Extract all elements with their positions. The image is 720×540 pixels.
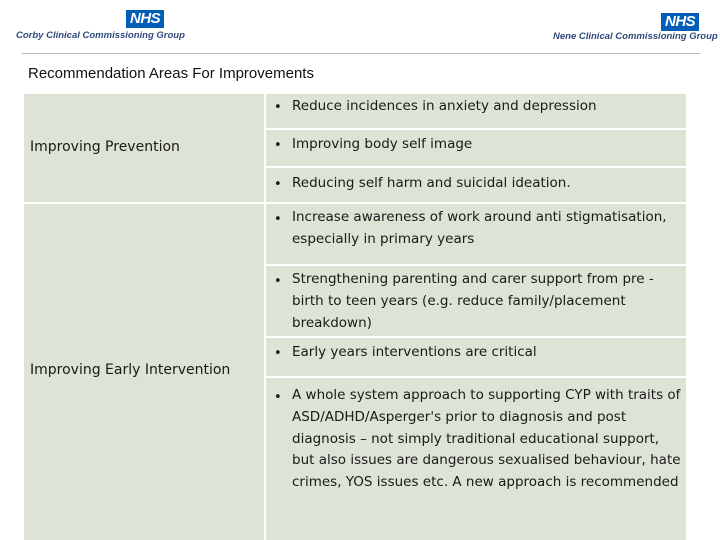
nhs-logo-right: NHS: [661, 13, 699, 31]
bullet-icon: •: [274, 274, 282, 289]
bullet-icon: •: [274, 177, 282, 192]
bullet-icon: •: [274, 346, 282, 361]
item-text: A whole system approach to supporting CYP with traits of ASD/ADHD/Asperger's prior to diagnosis and post diagnosis – not simply traditional educational support, but also issues are dangerous sexualised behaviour, hate crimes, YOS issues etc. A new approach is recommended: [292, 387, 681, 491]
item-text: Reduce incidences in anxiety and depression: [292, 98, 597, 114]
item-text: Strengthening parenting and carer support from pre -birth to teen years (e.g. reduce family/placement breakdown): [292, 271, 654, 331]
area-cell-early-intervention: [24, 202, 266, 540]
item-text: Reducing self harm and suicidal ideation.: [292, 175, 571, 191]
item-text: Early years interventions are critical: [292, 344, 537, 360]
item-cell: [264, 264, 686, 338]
item-cell: [264, 94, 686, 130]
item-text: Increase awareness of work around anti stigmatisation, especially in primary years: [292, 209, 667, 247]
bullet-icon: •: [274, 212, 282, 227]
header-divider: [22, 53, 700, 54]
area-label: Improving Early Intervention: [30, 362, 231, 378]
item-cell: [264, 336, 686, 378]
item-cell: [264, 166, 686, 202]
area-cell-prevention: [24, 94, 266, 202]
item-cell: [264, 128, 686, 166]
area-label: Improving Prevention: [30, 139, 180, 155]
bullet-icon: •: [274, 138, 282, 153]
page-title: Recommendation Areas For Improvements: [28, 65, 314, 82]
item-cell: [264, 376, 686, 540]
bullet-icon: •: [274, 390, 282, 405]
item-text: Improving body self image: [292, 136, 473, 152]
bullet-icon: •: [274, 100, 282, 115]
org-name-right: Nene Clinical Commissioning Group: [553, 31, 718, 42]
nhs-logo-left: NHS: [126, 10, 164, 28]
item-cell: [264, 202, 686, 266]
org-name-left: Corby Clinical Commissioning Group: [16, 30, 185, 41]
